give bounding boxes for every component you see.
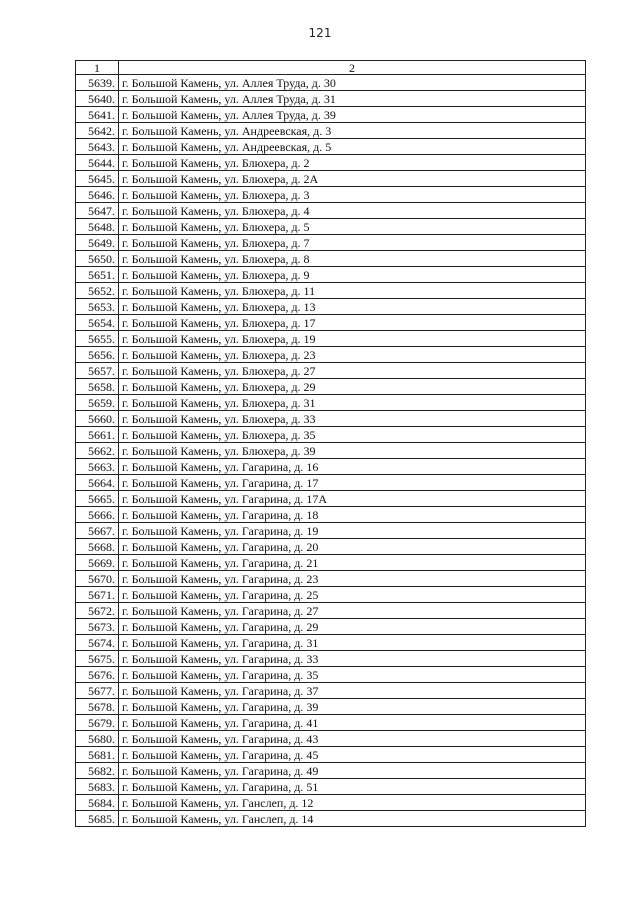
- address-cell: г. Большой Камень, ул. Блюхера, д. 27: [119, 363, 586, 379]
- address-cell: г. Большой Камень, ул. Блюхера, д. 19: [119, 331, 586, 347]
- address-cell: г. Большой Камень, ул. Блюхера, д. 35: [119, 427, 586, 443]
- address-cell: г. Большой Камень, ул. Блюхера, д. 17: [119, 315, 586, 331]
- table-row: [76, 651, 586, 667]
- table-row: [76, 379, 586, 395]
- row-number-cell: 5660.: [76, 411, 119, 427]
- row-number-cell: 5685.: [76, 811, 119, 827]
- row-number-cell: 5640.: [76, 91, 119, 107]
- table-row: [76, 523, 586, 539]
- address-cell: г. Большой Камень, ул. Гагарина, д. 45: [119, 747, 586, 763]
- table-row: [76, 395, 586, 411]
- row-number-cell: 5665.: [76, 491, 119, 507]
- row-number-cell: 5653.: [76, 299, 119, 315]
- address-cell: г. Большой Камень, ул. Блюхера, д. 23: [119, 347, 586, 363]
- table-row: [76, 235, 586, 251]
- row-number-cell: 5674.: [76, 635, 119, 651]
- address-cell: г. Большой Камень, ул. Аллея Труда, д. 39: [119, 107, 586, 123]
- row-number-cell: 5684.: [76, 795, 119, 811]
- table-row: [76, 427, 586, 443]
- table-row: [76, 251, 586, 267]
- page-number: 121: [308, 26, 332, 40]
- table-row: [76, 123, 586, 139]
- row-number-cell: 5683.: [76, 779, 119, 795]
- address-cell: г. Большой Камень, ул. Гагарина, д. 35: [119, 667, 586, 683]
- address-cell: г. Большой Камень, ул. Гагарина, д. 27: [119, 603, 586, 619]
- row-number-cell: 5676.: [76, 667, 119, 683]
- row-number-cell: 5667.: [76, 523, 119, 539]
- table-row: [76, 155, 586, 171]
- row-number-cell: 5648.: [76, 219, 119, 235]
- row-number-cell: 5651.: [76, 267, 119, 283]
- table-row: [76, 459, 586, 475]
- table-row: [76, 75, 586, 91]
- row-number-cell: 5657.: [76, 363, 119, 379]
- row-number-cell: 5646.: [76, 187, 119, 203]
- table-row: [76, 619, 586, 635]
- row-number-cell: 5639.: [76, 75, 119, 91]
- address-cell: г. Большой Камень, ул. Андреевская, д. 3: [119, 123, 586, 139]
- table-row: [76, 315, 586, 331]
- address-cell: г. Большой Камень, ул. Ганслеп, д. 14: [119, 811, 586, 827]
- row-number-cell: 5645.: [76, 171, 119, 187]
- table-row: [76, 587, 586, 603]
- table-row: [76, 219, 586, 235]
- address-cell: г. Большой Камень, ул. Гагарина, д. 16: [119, 459, 586, 475]
- column-header-number: 1: [76, 61, 119, 75]
- address-cell: г. Большой Камень, ул. Гагарина, д. 39: [119, 699, 586, 715]
- address-cell: г. Большой Камень, ул. Блюхера, д. 9: [119, 267, 586, 283]
- address-cell: г. Большой Камень, ул. Блюхера, д. 4: [119, 203, 586, 219]
- row-number-cell: 5643.: [76, 139, 119, 155]
- table-row: [76, 635, 586, 651]
- address-cell: г. Большой Камень, ул. Гагарина, д. 37: [119, 683, 586, 699]
- row-number-cell: 5680.: [76, 731, 119, 747]
- table-row: [76, 411, 586, 427]
- table-row: [76, 795, 586, 811]
- address-cell: г. Большой Камень, ул. Ганслеп, д. 12: [119, 795, 586, 811]
- address-cell: г. Большой Камень, ул. Аллея Труда, д. 31: [119, 91, 586, 107]
- address-cell: г. Большой Камень, ул. Блюхера, д. 31: [119, 395, 586, 411]
- address-cell: г. Большой Камень, ул. Блюхера, д. 39: [119, 443, 586, 459]
- table-row: [76, 779, 586, 795]
- row-number-cell: 5654.: [76, 315, 119, 331]
- row-number-cell: 5644.: [76, 155, 119, 171]
- table-row: [76, 443, 586, 459]
- address-cell: г. Большой Камень, ул. Блюхера, д. 2: [119, 155, 586, 171]
- address-cell: г. Большой Камень, ул. Гагарина, д. 31: [119, 635, 586, 651]
- table-row: [76, 555, 586, 571]
- address-cell: г. Большой Камень, ул. Гагарина, д. 43: [119, 731, 586, 747]
- address-table: [75, 60, 586, 827]
- address-cell: г. Большой Камень, ул. Гагарина, д. 33: [119, 651, 586, 667]
- table-row: [76, 491, 586, 507]
- address-cell: г. Большой Камень, ул. Гагарина, д. 17А: [119, 491, 586, 507]
- address-cell: г. Большой Камень, ул. Гагарина, д. 51: [119, 779, 586, 795]
- address-cell: г. Большой Камень, ул. Блюхера, д. 29: [119, 379, 586, 395]
- address-cell: г. Большой Камень, ул. Гагарина, д. 41: [119, 715, 586, 731]
- row-number-cell: 5677.: [76, 683, 119, 699]
- table-row: [76, 763, 586, 779]
- table-row: [76, 539, 586, 555]
- address-cell: г. Большой Камень, ул. Блюхера, д. 13: [119, 299, 586, 315]
- address-cell: г. Большой Камень, ул. Блюхера, д. 7: [119, 235, 586, 251]
- address-cell: г. Большой Камень, ул. Гагарина, д. 29: [119, 619, 586, 635]
- row-number-cell: 5658.: [76, 379, 119, 395]
- row-number-cell: 5671.: [76, 587, 119, 603]
- address-cell: г. Большой Камень, ул. Гагарина, д. 20: [119, 539, 586, 555]
- row-number-cell: 5641.: [76, 107, 119, 123]
- table-row: [76, 203, 586, 219]
- address-cell: г. Большой Камень, ул. Блюхера, д. 8: [119, 251, 586, 267]
- table-row: [76, 811, 586, 827]
- address-cell: г. Большой Камень, ул. Блюхера, д. 11: [119, 283, 586, 299]
- row-number-cell: 5675.: [76, 651, 119, 667]
- address-cell: г. Большой Камень, ул. Блюхера, д. 3: [119, 187, 586, 203]
- table-row: [76, 603, 586, 619]
- row-number-cell: 5668.: [76, 539, 119, 555]
- row-number-cell: 5649.: [76, 235, 119, 251]
- row-number-cell: 5679.: [76, 715, 119, 731]
- table-row: [76, 299, 586, 315]
- table-row: [76, 699, 586, 715]
- address-cell: г. Большой Камень, ул. Гагарина, д. 25: [119, 587, 586, 603]
- row-number-cell: 5655.: [76, 331, 119, 347]
- address-cell: г. Большой Камень, ул. Гагарина, д. 23: [119, 571, 586, 587]
- table-row: [76, 731, 586, 747]
- table-row: [76, 363, 586, 379]
- address-cell: г. Большой Камень, ул. Гагарина, д. 21: [119, 555, 586, 571]
- table-row: [76, 283, 586, 299]
- address-cell: г. Большой Камень, ул. Гагарина, д. 49: [119, 763, 586, 779]
- row-number-cell: 5678.: [76, 699, 119, 715]
- table-row: [76, 475, 586, 491]
- row-number-cell: 5662.: [76, 443, 119, 459]
- table-header-row: [76, 61, 586, 75]
- column-header-address: 2: [119, 61, 586, 75]
- table-row: [76, 683, 586, 699]
- row-number-cell: 5650.: [76, 251, 119, 267]
- address-cell: г. Большой Камень, ул. Гагарина, д. 18: [119, 507, 586, 523]
- address-cell: г. Большой Камень, ул. Андреевская, д. 5: [119, 139, 586, 155]
- row-number-cell: 5670.: [76, 571, 119, 587]
- row-number-cell: 5652.: [76, 283, 119, 299]
- table-row: [76, 107, 586, 123]
- row-number-cell: 5661.: [76, 427, 119, 443]
- address-cell: г. Большой Камень, ул. Гагарина, д. 19: [119, 523, 586, 539]
- address-cell: г. Большой Камень, ул. Блюхера, д. 33: [119, 411, 586, 427]
- address-cell: г. Большой Камень, ул. Блюхера, д. 2А: [119, 171, 586, 187]
- address-cell: г. Большой Камень, ул. Блюхера, д. 5: [119, 219, 586, 235]
- row-number-cell: 5669.: [76, 555, 119, 571]
- address-cell: г. Большой Камень, ул. Аллея Труда, д. 30: [119, 75, 586, 91]
- table-row: [76, 667, 586, 683]
- table-row: [76, 715, 586, 731]
- row-number-cell: 5642.: [76, 123, 119, 139]
- table-row: [76, 267, 586, 283]
- row-number-cell: 5673.: [76, 619, 119, 635]
- address-cell: г. Большой Камень, ул. Гагарина, д. 17: [119, 475, 586, 491]
- row-number-cell: 5681.: [76, 747, 119, 763]
- table-row: [76, 171, 586, 187]
- table-row: [76, 91, 586, 107]
- table-row: [76, 187, 586, 203]
- table-row: [76, 347, 586, 363]
- row-number-cell: 5656.: [76, 347, 119, 363]
- table-row: [76, 747, 586, 763]
- row-number-cell: 5666.: [76, 507, 119, 523]
- row-number-cell: 5682.: [76, 763, 119, 779]
- row-number-cell: 5664.: [76, 475, 119, 491]
- table-row: [76, 571, 586, 587]
- row-number-cell: 5659.: [76, 395, 119, 411]
- address-table-body: [76, 61, 586, 827]
- table-row: [76, 331, 586, 347]
- row-number-cell: 5672.: [76, 603, 119, 619]
- table-row: [76, 507, 586, 523]
- table-row: [76, 139, 586, 155]
- row-number-cell: 5663.: [76, 459, 119, 475]
- row-number-cell: 5647.: [76, 203, 119, 219]
